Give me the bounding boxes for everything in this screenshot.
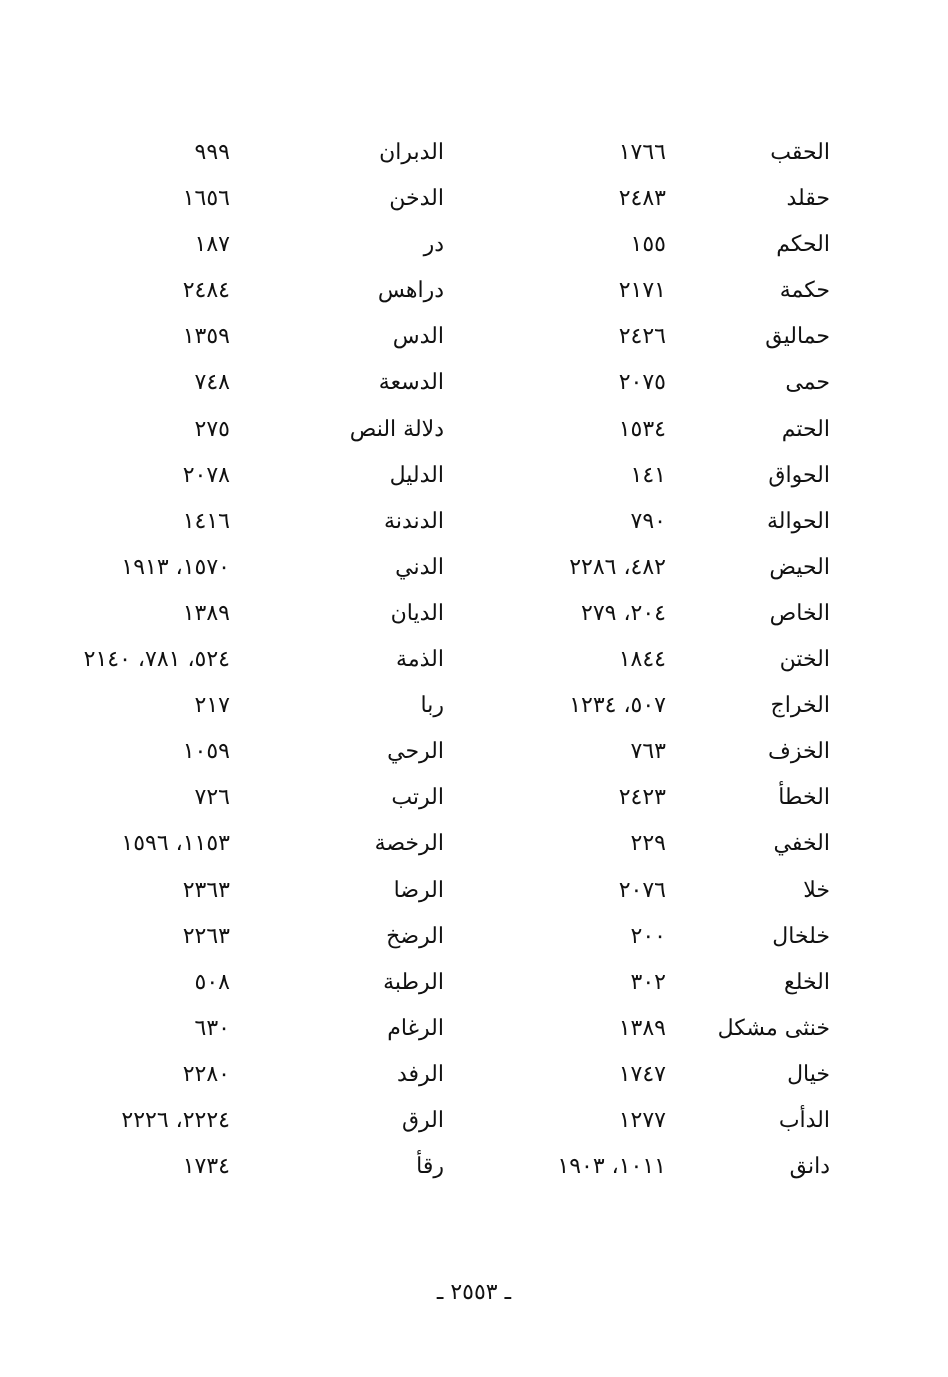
index-row — [0, 1098, 948, 1144]
index-term: الخفي — [773, 831, 830, 857]
index-reference: ٢٣٦٣ — [182, 877, 230, 903]
index-reference: ٧٤٨ — [194, 370, 230, 396]
index-term: الرخصة — [374, 831, 444, 857]
index-reference: ٥٠٨ — [194, 969, 230, 995]
index-reference: ١٨٧ — [194, 232, 230, 258]
index-reference: ٧٢٦ — [194, 785, 230, 811]
index-row — [0, 176, 948, 222]
index-term: الرضخ — [386, 923, 444, 949]
index-reference: ١٧٦٦ — [618, 140, 666, 165]
index-row — [0, 314, 948, 360]
index-reference: ١٨٤٤ — [618, 647, 666, 673]
index-term: الحتم — [781, 416, 830, 442]
index-term: خيال — [787, 1061, 830, 1087]
index-term: خلا — [803, 877, 830, 903]
index-term: خنثى مشكل — [717, 1015, 830, 1041]
index-row — [0, 821, 948, 867]
page-number: ـ ٢٥٥٣ ـ — [436, 1280, 512, 1305]
index-row — [0, 1006, 948, 1052]
index-row — [0, 775, 948, 821]
index-row — [0, 729, 948, 775]
index-row — [0, 407, 948, 453]
index-reference: ٢٢٦٣ — [182, 923, 230, 949]
index-term: رقأ — [416, 1154, 444, 1180]
index-term: الخراج — [770, 693, 830, 719]
index-term: دراهس — [377, 278, 444, 304]
index-reference: ١٦٥٦ — [182, 186, 230, 212]
index-term: حماليق — [765, 324, 830, 350]
index-row — [0, 499, 948, 545]
index-reference: ٦٣٠ — [194, 1015, 230, 1041]
index-term: الدندنة — [384, 508, 444, 534]
index-row — [0, 960, 948, 1006]
index-reference: ٢٤٢٦ — [618, 324, 666, 350]
index-term: الختن — [779, 647, 830, 673]
index-reference: ٢٠٧٦ — [618, 877, 666, 903]
index-reference: ٢٢٨٠ — [182, 1061, 230, 1087]
index-term: الدخن — [389, 186, 444, 212]
index-reference: ٣٠٢ — [630, 969, 666, 995]
index-reference: ٢١٧١ — [618, 278, 666, 304]
index-reference: ١٣٨٩ — [618, 1015, 666, 1041]
index-row — [0, 360, 948, 406]
index-reference: ١٧٤٧ — [618, 1061, 666, 1087]
index-term: الحقب — [770, 140, 830, 165]
index-term: الرق — [401, 1107, 444, 1133]
index-term: الحكم — [776, 232, 830, 258]
index-reference: ٤٨٢، ٢٢٨٦ — [569, 554, 666, 580]
index-term: حكمة — [779, 278, 830, 304]
index-reference: ١٠١١، ١٩٠٣ — [557, 1154, 666, 1180]
index-reference: ١٥٧٠، ١٩١٣ — [121, 554, 230, 580]
index-reference: ١٣٨٩ — [182, 600, 230, 626]
index-term: خلخال — [772, 923, 830, 949]
index-reference: ١١٥٣، ١٥٩٦ — [121, 831, 230, 857]
index-row — [0, 637, 948, 683]
index-reference: ٥٠٧، ١٢٣٤ — [569, 693, 666, 719]
index-reference: ٢٠٧٥ — [618, 370, 666, 396]
index-row — [0, 453, 948, 499]
index-term: الرحي — [387, 739, 444, 765]
index-term: ربا — [420, 693, 444, 719]
index-reference: ٢٠٠ — [630, 923, 666, 949]
index-term: الرغام — [387, 1015, 444, 1041]
index-term: الرتب — [391, 785, 444, 811]
index-row — [0, 868, 948, 914]
index-term: الخطأ — [778, 785, 830, 811]
index-row — [0, 545, 948, 591]
index-term: حقلد — [786, 186, 830, 212]
index-reference: ١٤١٦ — [182, 508, 230, 534]
index-reference: ٢٤٨٣ — [618, 186, 666, 212]
index-row — [0, 683, 948, 729]
index-term: الرضا — [393, 877, 444, 903]
index-reference: ٧٦٣ — [630, 739, 666, 765]
index-reference: ٢٠٤، ٢٧٩ — [581, 600, 666, 626]
index-reference: ٢١٧ — [194, 693, 230, 719]
index-row — [0, 130, 948, 176]
index-reference: ٩٩٩ — [194, 140, 230, 165]
index-reference: ٢٤٢٣ — [618, 785, 666, 811]
index-row — [0, 1144, 948, 1190]
index-term: الدسعة — [378, 370, 444, 396]
index-row — [0, 591, 948, 637]
index-term: الخزف — [768, 739, 830, 765]
index-term: دانق — [789, 1154, 830, 1180]
index-term: الديان — [390, 600, 444, 626]
index-reference: ١٧٣٤ — [182, 1154, 230, 1180]
index-term: الدني — [395, 554, 444, 580]
index-reference: ٢٤٨٤ — [182, 278, 230, 304]
index-term: الحوالة — [767, 508, 830, 534]
index-term: الحيض — [769, 554, 830, 580]
index-term: الدس — [392, 324, 444, 350]
index-reference: ٥٢٤، ٧٨١، ٢١٤٠ — [83, 647, 230, 673]
index-row — [0, 1052, 948, 1098]
index-reference: ١٠٥٩ — [182, 739, 230, 765]
index-reference: ٢٠٧٨ — [182, 462, 230, 488]
index-reference: ٧٩٠ — [630, 508, 666, 534]
index-table — [0, 130, 948, 1190]
index-reference: ٢٢٩ — [630, 831, 666, 857]
index-term: دلالة النص — [349, 416, 444, 442]
index-reference: ١٢٧٧ — [618, 1107, 666, 1133]
index-term: الذمة — [396, 647, 444, 673]
index-reference: ٢٧٥ — [194, 416, 230, 442]
index-term: الرطبة — [383, 969, 444, 995]
index-term: حمى — [785, 370, 830, 396]
index-row — [0, 268, 948, 314]
index-reference: ٢٢٢٤، ٢٢٢٦ — [121, 1107, 230, 1133]
index-reference: ١٣٥٩ — [182, 324, 230, 350]
index-term: الحواق — [768, 462, 830, 488]
index-term: در — [423, 232, 444, 258]
index-term: الدليل — [389, 462, 444, 488]
index-row — [0, 914, 948, 960]
index-reference: ١٤١ — [630, 462, 666, 488]
index-term: الدبران — [379, 140, 444, 165]
index-term: الرفد — [396, 1061, 444, 1087]
index-reference: ١٥٥ — [630, 232, 666, 258]
index-row — [0, 222, 948, 268]
index-reference: ١٥٣٤ — [618, 416, 666, 442]
index-term: الخلع — [783, 969, 830, 995]
index-term: الدأب — [778, 1107, 830, 1133]
index-term: الخاص — [769, 600, 830, 626]
